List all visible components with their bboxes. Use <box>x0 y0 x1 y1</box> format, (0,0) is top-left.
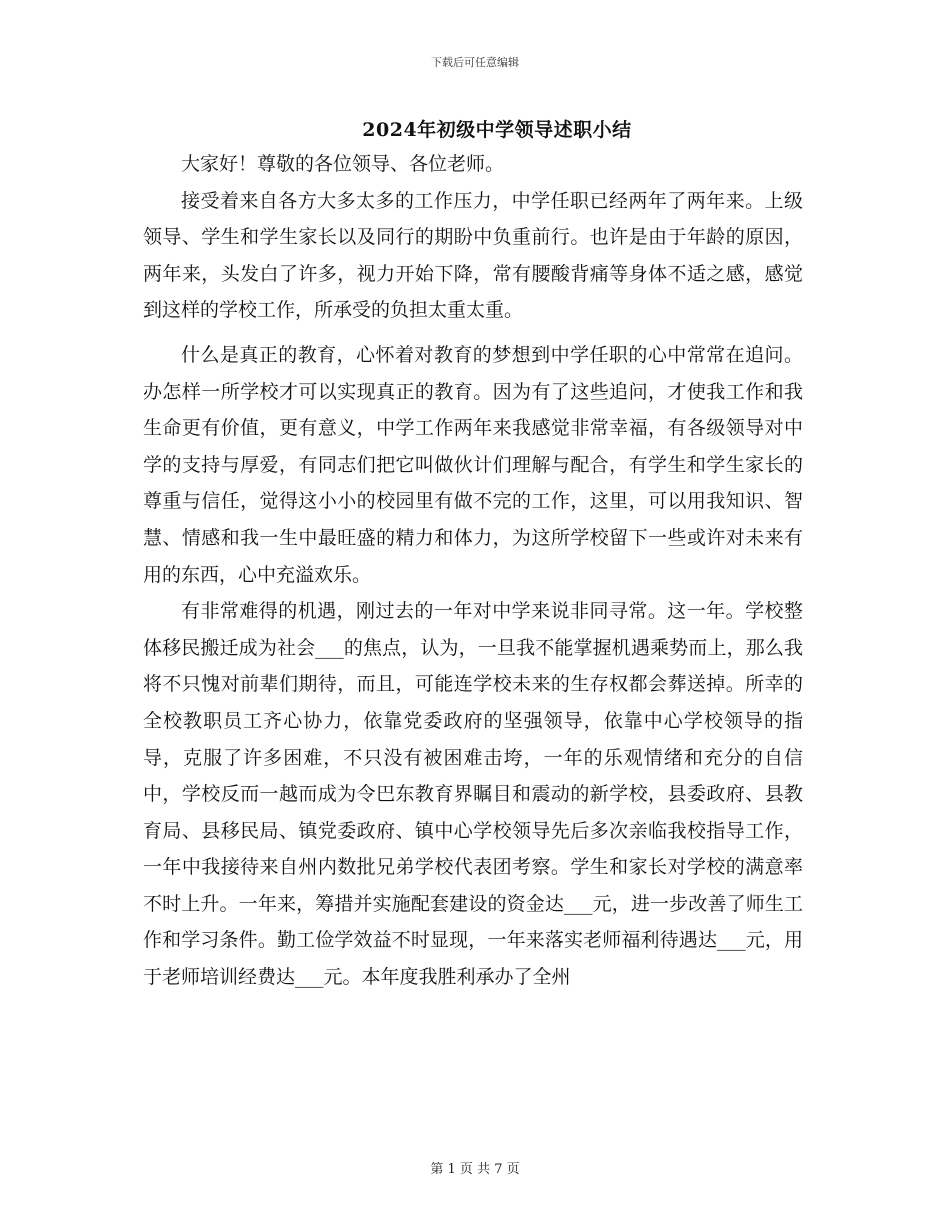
document-title: 2024年初级中学领导述职小结 <box>362 119 632 141</box>
paragraph-3: 有非常难得的机遇，刚过去的一年对中学来说非同寻常。这一年。学校整体移民搬迁成为社会___的焦点，认为，一旦我不能掌握机遇乘势而上，那么我将不只愧对前辈们期待，而且，可能连学校未来的生存权都会葬送掉。所幸的全校教职员工齐心协力，依靠党委政府的坚强领导，依靠中心学校领导的指导，克服了许多困难，不只没有被困难击垮，一年的乐观情绪和充分的自信中，学校反而一越而成为令巴东教育界瞩目和震动的新学校，县委政府、县教育局、县移民局、镇党委政府、镇中心学校领导先后多次亲临我校指导工作，一年中我接待来自州内数批兄弟学校代表团考察。学生和家长对学校的满意率不时上升。一年来，筹措并实施配套建设的资金达___元，进一步改善了师生工作和学习条件。勤工俭学效益不时显现，一年来落实老师福利待遇达___元，用于老师培训经费达___元。本年度我胜利承办了全州 <box>143 600 803 989</box>
page-number: 第 1 页 共 7 页 <box>430 1162 520 1177</box>
paragraph-1: 接受着来自各方大多太多的工作压力，中学任职已经两年了两年来。上级领导、学生和学生家长以及同行的期盼中负重前行。也许是由于年龄的原因，两年来，头发白了许多，视力开始下降，常有腰酸背痛等身体不适之感，感觉到这样的学校工作，所承受的负担太重太重。 <box>143 189 803 322</box>
paragraph-2: 什么是真正的教育，心怀着对教育的梦想到中学任职的心中常常在追问。办怎样一所学校才可以实现真正的教育。因为有了这些追问，才使我工作和我生命更有价值，更有意义，中学工作两年来我感觉非常幸福，有各级领导对中学的支持与厚爱，有同志们把它叫做伙计们理解与配合，有学生和学生家长的尊重与信任，觉得这小小的校园里有做不完的工作，这里，可以用我知识、智慧、情感和我一生中最旺盛的精力和体力，为这所学校留下一些或许对未来有用的东西，心中充溢欢乐。 <box>143 343 803 586</box>
paragraph-greeting: 大家好！尊敬的各位领导、各位老师。 <box>181 153 505 175</box>
document-body <box>143 146 803 996</box>
download-note: 下载后可任意编辑 <box>431 56 519 69</box>
